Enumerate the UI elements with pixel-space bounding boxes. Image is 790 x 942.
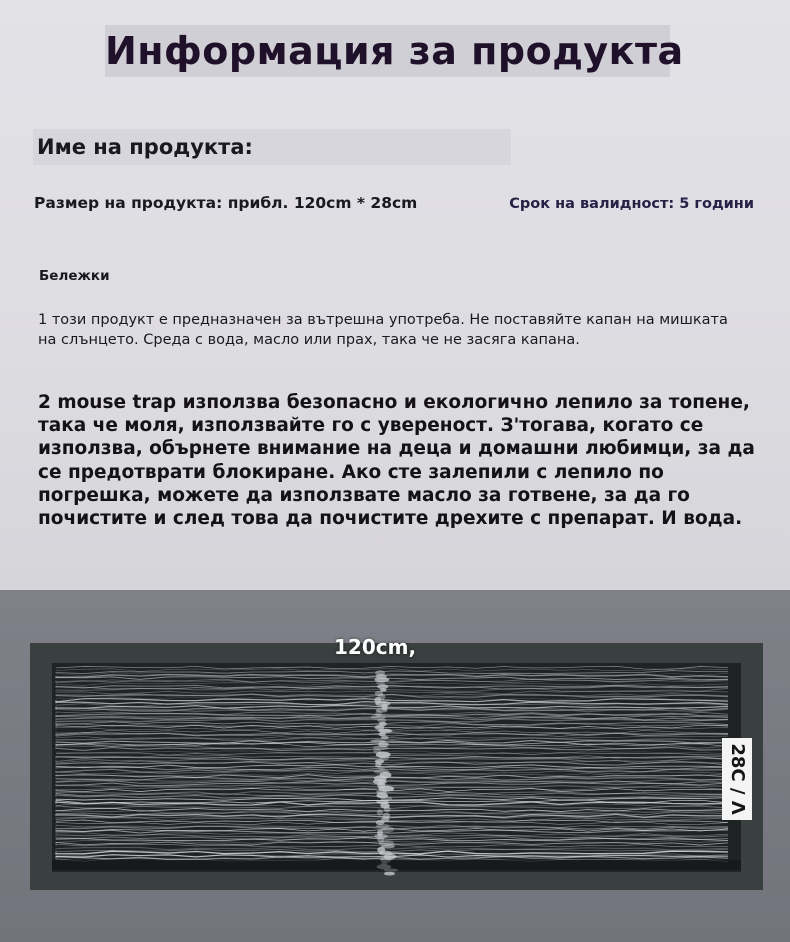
glue-droplet xyxy=(384,872,395,876)
glue-droplet xyxy=(377,809,383,815)
height-dimension-label: 28C / Λ xyxy=(727,743,748,815)
glue-droplet xyxy=(375,762,381,768)
glue-trap-image xyxy=(30,643,763,890)
note-1: 1 този продукт е предназначен за вътрешна употреба. Не поставяйте капан на мишката на слънцето. Среда с вода, масло или прах, така че не засяга капана. xyxy=(38,312,728,348)
product-name-label: Име на продукта: xyxy=(37,135,253,159)
glue-droplet xyxy=(379,767,385,770)
glue-droplet xyxy=(374,677,389,682)
height-dimension-badge xyxy=(722,738,752,820)
glue-bottom-edge xyxy=(52,860,741,872)
glue-trap-photo xyxy=(30,643,763,890)
product-size-label: Размер на продукта: прибл. 120cm * 28cm xyxy=(34,194,418,212)
note-2: 2 mouse trap използва безопасно и екологично лепило за топене, така че моля, използвайте го с увереност. З'тогава, когато се използва, обърнете внимание на деца и домашни любимци, за да се предотврати блокиране. Ако сте залепили с лепило по погрешка, можете да използвате масло за готвене, за да го почистите и след това да почистите дрехите с препарат. И вода. xyxy=(38,392,755,530)
notes-heading: Бележки xyxy=(39,268,110,284)
glue-droplet xyxy=(373,746,389,750)
glue-droplet xyxy=(381,736,389,740)
width-dimension-label: 120cm, xyxy=(334,635,417,659)
validity-label: Срок на валидност: 5 години xyxy=(509,196,754,212)
glue-droplet xyxy=(384,806,391,813)
glue-droplet xyxy=(378,729,393,733)
page-title: Информация за продукта xyxy=(105,25,670,77)
glue-droplet xyxy=(379,732,386,736)
glue-droplet xyxy=(381,826,394,832)
